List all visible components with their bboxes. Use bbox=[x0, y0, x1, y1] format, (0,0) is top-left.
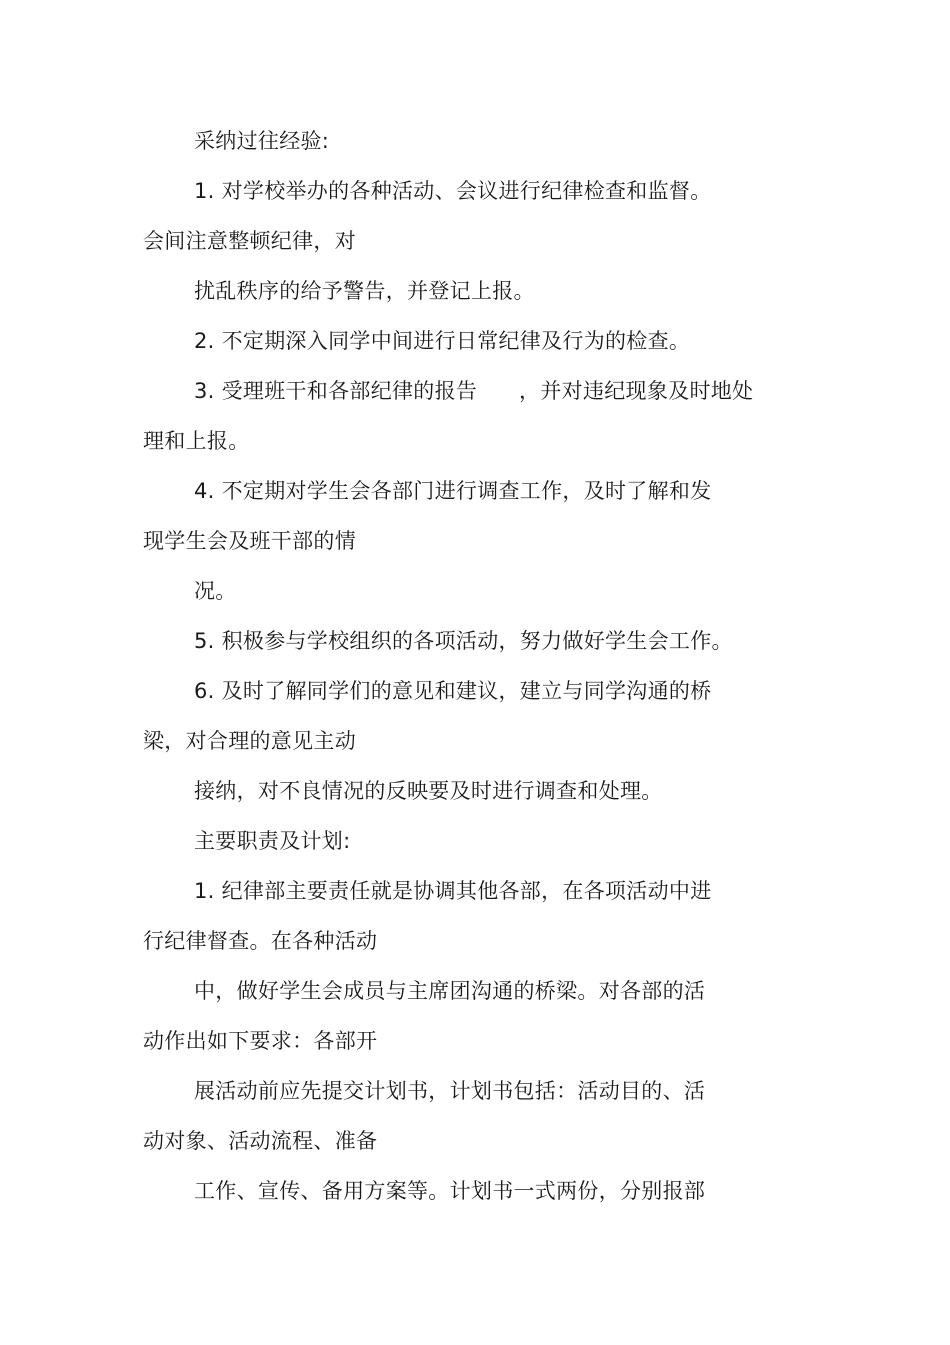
section-heading-past-experience: 采纳过往经验: bbox=[194, 129, 330, 153]
paragraph-line: 3. 受理班干和各部纪律的报告 ，并对违纪现象及时地处 bbox=[194, 379, 754, 403]
paragraph-line: 扰乱秩序的给予警告，并登记上报。 bbox=[194, 279, 535, 303]
paragraph-line: 行纪律督查。在各种活动 bbox=[143, 929, 378, 953]
paragraph-line: 动对象、活动流程、准备 bbox=[143, 1129, 378, 1153]
paragraph-line: 6. 及时了解同学们的意见和建议，建立与同学沟通的桥 bbox=[194, 679, 712, 703]
paragraph-line: 理和上报。 bbox=[143, 429, 250, 453]
paragraph-line: 工作、宣传、备用方案等。计划书一式两份，分别报部 bbox=[194, 1179, 706, 1203]
paragraph-line: 动作出如下要求：各部开 bbox=[143, 1029, 378, 1053]
paragraph-line: 1. 纪律部主要责任就是协调其他各部，在各项活动中进 bbox=[194, 879, 712, 903]
paragraph-line: 现学生会及班干部的情 bbox=[143, 529, 356, 553]
paragraph-line: 2. 不定期深入同学中间进行日常纪律及行为的检查。 bbox=[194, 329, 691, 353]
paragraph-line: 中，做好学生会成员与主席团沟通的桥梁。对各部的活 bbox=[194, 979, 706, 1003]
section-heading-duties-plan: 主要职责及计划: bbox=[194, 829, 351, 853]
paragraph-line: 5. 积极参与学校组织的各项活动，努力做好学生会工作。 bbox=[194, 629, 733, 653]
paragraph-line: 展活动前应先提交计划书，计划书包括：活动目的、活 bbox=[194, 1079, 706, 1103]
paragraph-line: 况。 bbox=[194, 579, 237, 603]
paragraph-line: 会间注意整顿纪律，对 bbox=[143, 229, 356, 253]
paragraph-line: 梁，对合理的意见主动 bbox=[143, 729, 356, 753]
paragraph-line: 4. 不定期对学生会各部门进行调查工作，及时了解和发 bbox=[194, 479, 712, 503]
paragraph-line: 接纳，对不良情况的反映要及时进行调查和处理。 bbox=[194, 779, 663, 803]
paragraph-line: 1. 对学校举办的各种活动、会议进行纪律检查和监督。 bbox=[194, 179, 712, 203]
